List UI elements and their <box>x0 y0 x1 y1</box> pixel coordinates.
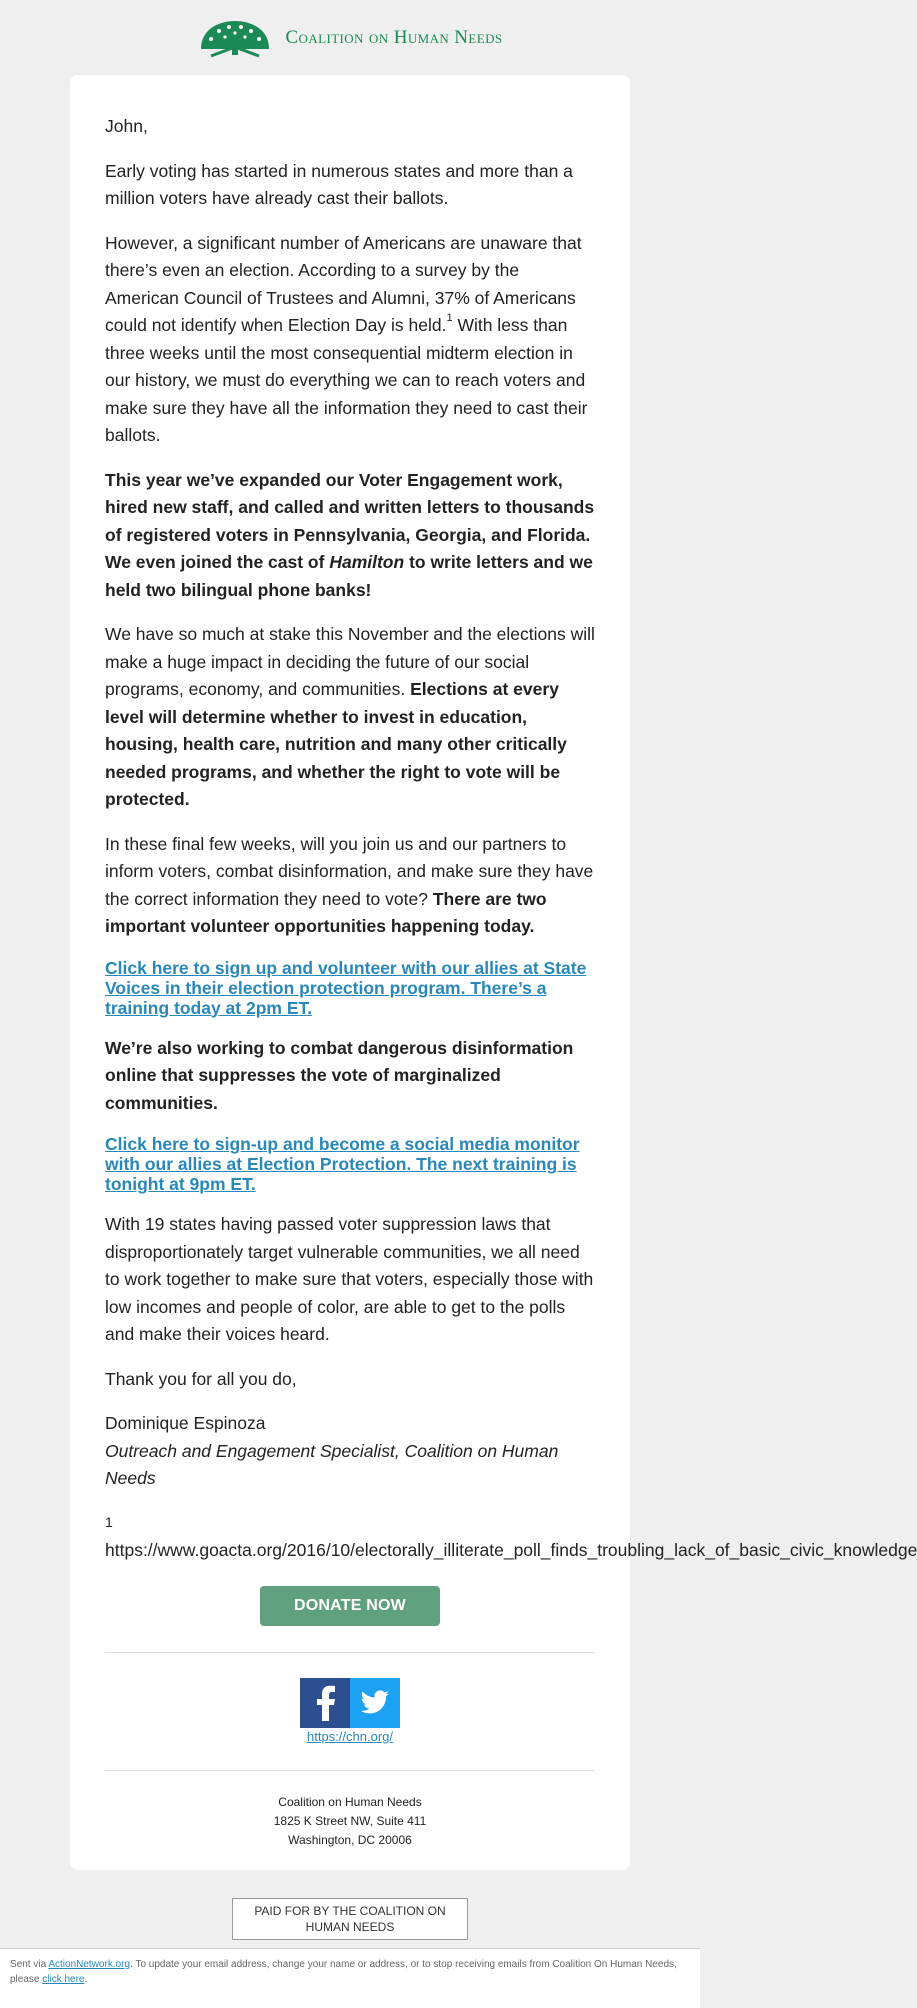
paragraph-4b: Elections at every level will determine whether to invest in education, housing, health care, nutrition and many other critically needed programs, and whether the right to vote will be protected. <box>105 679 567 809</box>
footer-sent-via: Sent via <box>10 1959 49 1970</box>
state-voices-link[interactable]: Click here to sign up and volunteer with our allies at State Voices in their election protection program. There’s a training today at 2pm ET. <box>105 957 587 1018</box>
paragraph-1: Early voting has started in numerous states and more than a million voters have already cast their ballots. <box>105 160 573 208</box>
closing: Thank you for all you do, <box>105 1368 297 1389</box>
email-card <box>70 75 917 1870</box>
paragraph-2a: However, a significant number of Americans are unaware that there’s even an election. According to a survey by the American Council of Trustees and Alumni, 37% of Americans could not identify when Election Day is held. <box>105 232 582 335</box>
paragraph-4 <box>105 621 595 814</box>
paragraph-3 <box>105 467 595 605</box>
paragraph-6: We’re also working to combat dangerous disinformation online that suppresses the vote of marginalized communities. <box>105 1037 574 1113</box>
hamilton-italic: Hamilton <box>329 552 405 572</box>
org-name: Coalition on Human Needs <box>285 26 503 48</box>
actionnetwork-link[interactable]: ActionNetwork.org <box>48 1959 131 1970</box>
unsubscribe-link[interactable]: click here <box>42 1974 85 1985</box>
paragraph-3b: to write letters and we held two bilingual phone banks! <box>105 552 593 600</box>
signature <box>105 1410 595 1493</box>
election-protection-link[interactable]: Click here to sign-up and become a social media monitor with our allies at Election Protection. The next training is tonight at 9pm ET. <box>105 1134 580 1194</box>
email-footer <box>0 1948 700 2008</box>
paid-for-text: PAID FOR BY THE COALITION ON HUMAN NEEDS <box>254 1904 446 1934</box>
twitter-icon[interactable] <box>350 1678 400 1728</box>
footnote-number: 1 <box>105 1513 113 1530</box>
donate-button[interactable]: DONATE NOW <box>260 1586 440 1626</box>
mailing-address <box>70 1771 630 1850</box>
email-body <box>70 75 917 1564</box>
paragraph-7: With 19 states having passed voter suppression laws that disproportionately target vulnerable communities, we all need to work together to make sure that voters, especially those with low incomes and people of color, are able to get to the polls and make their voices heard. <box>105 1214 594 1344</box>
paragraph-5 <box>105 831 595 941</box>
paragraph-2 <box>105 230 595 450</box>
footer-end: . <box>84 1974 88 1985</box>
facebook-icon[interactable] <box>300 1678 350 1728</box>
footnote <box>105 1508 917 1564</box>
address-line-1: Coalition on Human Needs <box>278 1794 422 1809</box>
social-section <box>70 1653 630 1744</box>
address-line-2: 1825 K Street NW, Suite 411 <box>273 1813 427 1828</box>
address-line-3: Washington, DC 20006 <box>288 1832 412 1847</box>
paragraph-3a: This year we’ve expanded our Voter Engagement work, hired new staff, and called and written letters to thousands of registered voters in Pennsylvania, Georgia, and Florida. We even joined the cast of <box>105 469 595 572</box>
paragraph-5a: In these final few weeks, will you join us and our partners to inform voters, combat disinformation, and make sure they have the correct information they need to vote? <box>105 833 594 909</box>
paragraph-4a: We have so much at stake this November and the elections will make a huge impact in deciding the future of our social programs, economy, and communities. <box>105 624 595 699</box>
tree-logo-icon <box>197 19 273 57</box>
chn-website-link[interactable]: https://chn.org/ <box>307 1728 393 1744</box>
paid-for-disclaimer <box>232 1898 468 1940</box>
signer-title: Outreach and Engagement Specialist, Coalition on Human Needs <box>105 1440 559 1488</box>
paragraph-2b: With less than three weeks until the most consequential midterm election in our history, we must do everything we can to reach voters and make sure they have all the information they need to cast their ballots. <box>105 315 588 445</box>
paragraph-5b: There are two important volunteer opportunities happening today. <box>105 888 547 936</box>
footnote-ref: 1 <box>446 312 453 325</box>
email-header <box>0 0 700 75</box>
donate-section <box>70 1586 630 1626</box>
greeting: John, <box>105 116 148 136</box>
signer-name: Dominique Espinoza <box>105 1413 266 1433</box>
footer-text: . To update your email address, change your name or address, or to stop receiving emails from Coalition On Human Needs, please <box>10 1959 677 1985</box>
footnote-url[interactable]: https://www.goacta.org/2016/10/electorally_illiterate_poll_finds_troubling_lack_of_basic_civic_knowledge <box>105 1539 917 1560</box>
social-icons <box>300 1678 400 1728</box>
